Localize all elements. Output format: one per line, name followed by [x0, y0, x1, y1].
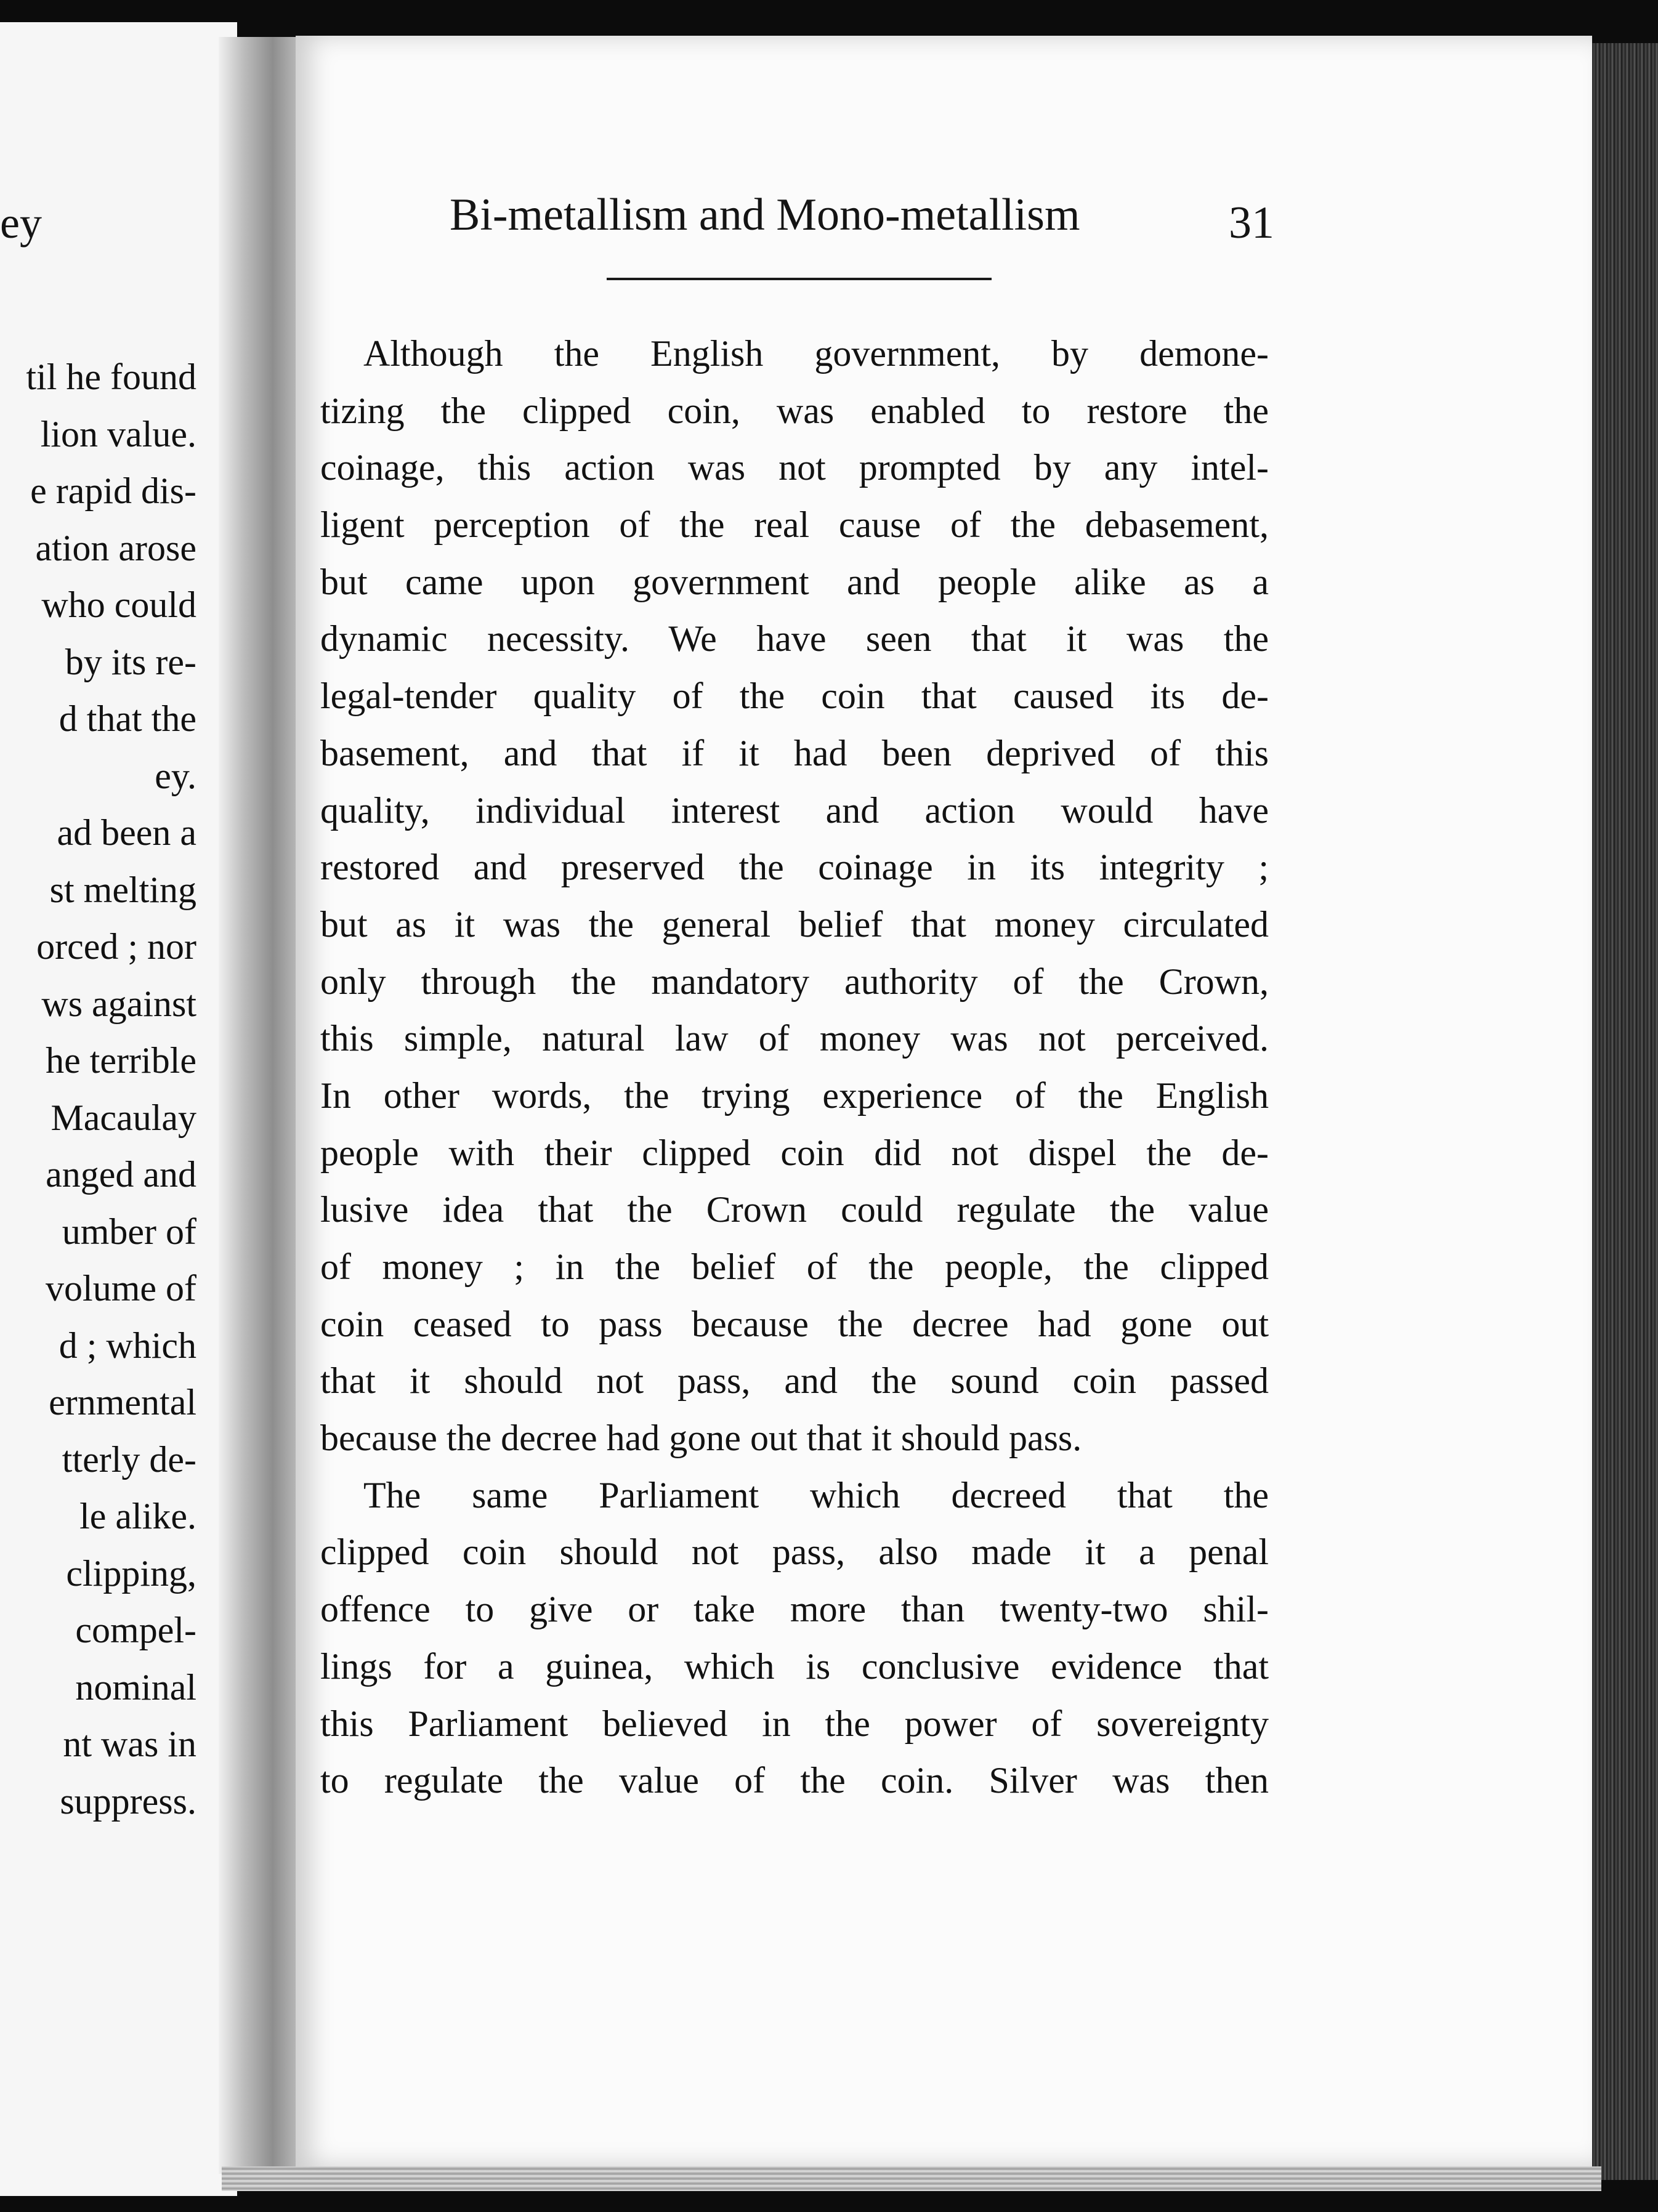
facing-page-line: he terrible: [46, 1040, 196, 1081]
facing-page-line: ation arose: [35, 527, 196, 568]
facing-page-line: Macaulay: [51, 1097, 196, 1138]
facing-page-fragment: [0, 22, 237, 2196]
body-line: because the decree had gone out that it should pass.: [320, 1418, 1082, 1459]
body-line: only through the mandatory authority of the Crown,: [320, 961, 1269, 1002]
body-line: lings for a guinea, which is conclusive evidence that: [320, 1645, 1269, 1687]
facing-page-line: nominal: [75, 1666, 196, 1708]
body-line: ligent perception of the real cause of the debasement,: [320, 504, 1269, 546]
facing-page-line: volume of: [46, 1268, 196, 1309]
body-line: clipped coin should not pass, also made it a penal: [320, 1532, 1269, 1573]
body-line: restored and preserved the coinage in its integrity ;: [320, 847, 1269, 888]
body-line: but came upon government and people alike as a: [320, 561, 1269, 602]
body-line: In other words, the trying experience of the English: [320, 1075, 1269, 1116]
facing-page-line: ey.: [155, 755, 196, 796]
page-number: 31: [1229, 198, 1274, 248]
body-line: tizing the clipped coin, was enabled to restore the: [320, 390, 1269, 431]
body-line: lusive idea that the Crown could regulate the value: [320, 1189, 1269, 1230]
facing-page-line: ad been a: [57, 812, 196, 853]
facing-page-running-head: ey: [0, 198, 42, 248]
body-line: The same Parliament which decreed that the: [363, 1474, 1269, 1516]
body-text: [320, 325, 1269, 1809]
page-edge-stack: [1592, 43, 1658, 2180]
body-line: people with their clipped coin did not dispel the de-: [320, 1132, 1269, 1173]
body-line: that it should not pass, and the sound coin passed: [320, 1360, 1269, 1402]
facing-page-line: clipping,: [66, 1552, 196, 1594]
body-line: quality, individual interest and action would have: [320, 789, 1269, 831]
body-line: this simple, natural law of money was not perceived.: [320, 1018, 1269, 1059]
facing-page-text: [0, 349, 196, 1830]
facing-page-line: e rapid dis-: [30, 470, 196, 511]
bottom-page-edge: [222, 2166, 1601, 2191]
body-line: offence to give or take more than twenty-two shil-: [320, 1589, 1269, 1630]
facing-page-line: compel-: [75, 1610, 196, 1650]
facing-page-line: suppress.: [60, 1780, 196, 1822]
facing-page-line: anged and: [46, 1154, 196, 1195]
facing-page-line: tterly de-: [62, 1439, 196, 1480]
facing-page-line: umber of: [62, 1211, 196, 1252]
body-line: coin ceased to pass because the decree had gone out: [320, 1303, 1269, 1344]
body-line: but as it was the general belief that money circulated: [320, 903, 1269, 945]
facing-page-line: orced ; nor: [36, 926, 196, 967]
facing-page-line: le alike.: [79, 1496, 196, 1536]
body-line: basement, and that if it had been deprived of this: [320, 732, 1269, 773]
facing-page-line: ernmental: [49, 1382, 196, 1423]
body-line: coinage, this action was not prompted by any intel-: [320, 447, 1269, 488]
body-line: this Parliament believed in the power of sovereignty: [320, 1703, 1269, 1744]
facing-page-line: d ; which: [59, 1325, 196, 1366]
facing-page-line: by its re-: [65, 641, 196, 682]
facing-page-line: st melting: [49, 869, 196, 910]
facing-page-line: nt was in: [63, 1724, 196, 1764]
facing-page-line: who could: [41, 584, 196, 625]
running-head: Bi-metallism and Mono-metallism: [450, 190, 1080, 240]
body-line: to regulate the value of the coin. Silver was then: [320, 1760, 1269, 1801]
body-line: of money ; in the belief of the people, the clipped: [320, 1246, 1269, 1287]
facing-page-line: til he found: [26, 357, 196, 397]
body-line: legal-tender quality of the coin that caused its de-: [320, 676, 1269, 717]
facing-page-line: lion value.: [40, 413, 196, 454]
facing-page-line: d that the: [59, 698, 196, 739]
facing-page-line: ws against: [41, 983, 196, 1024]
body-line: Although the English government, by demone-: [363, 333, 1269, 374]
body-line: dynamic necessity. We have seen that it was the: [320, 618, 1269, 660]
header-rule: [607, 278, 992, 280]
